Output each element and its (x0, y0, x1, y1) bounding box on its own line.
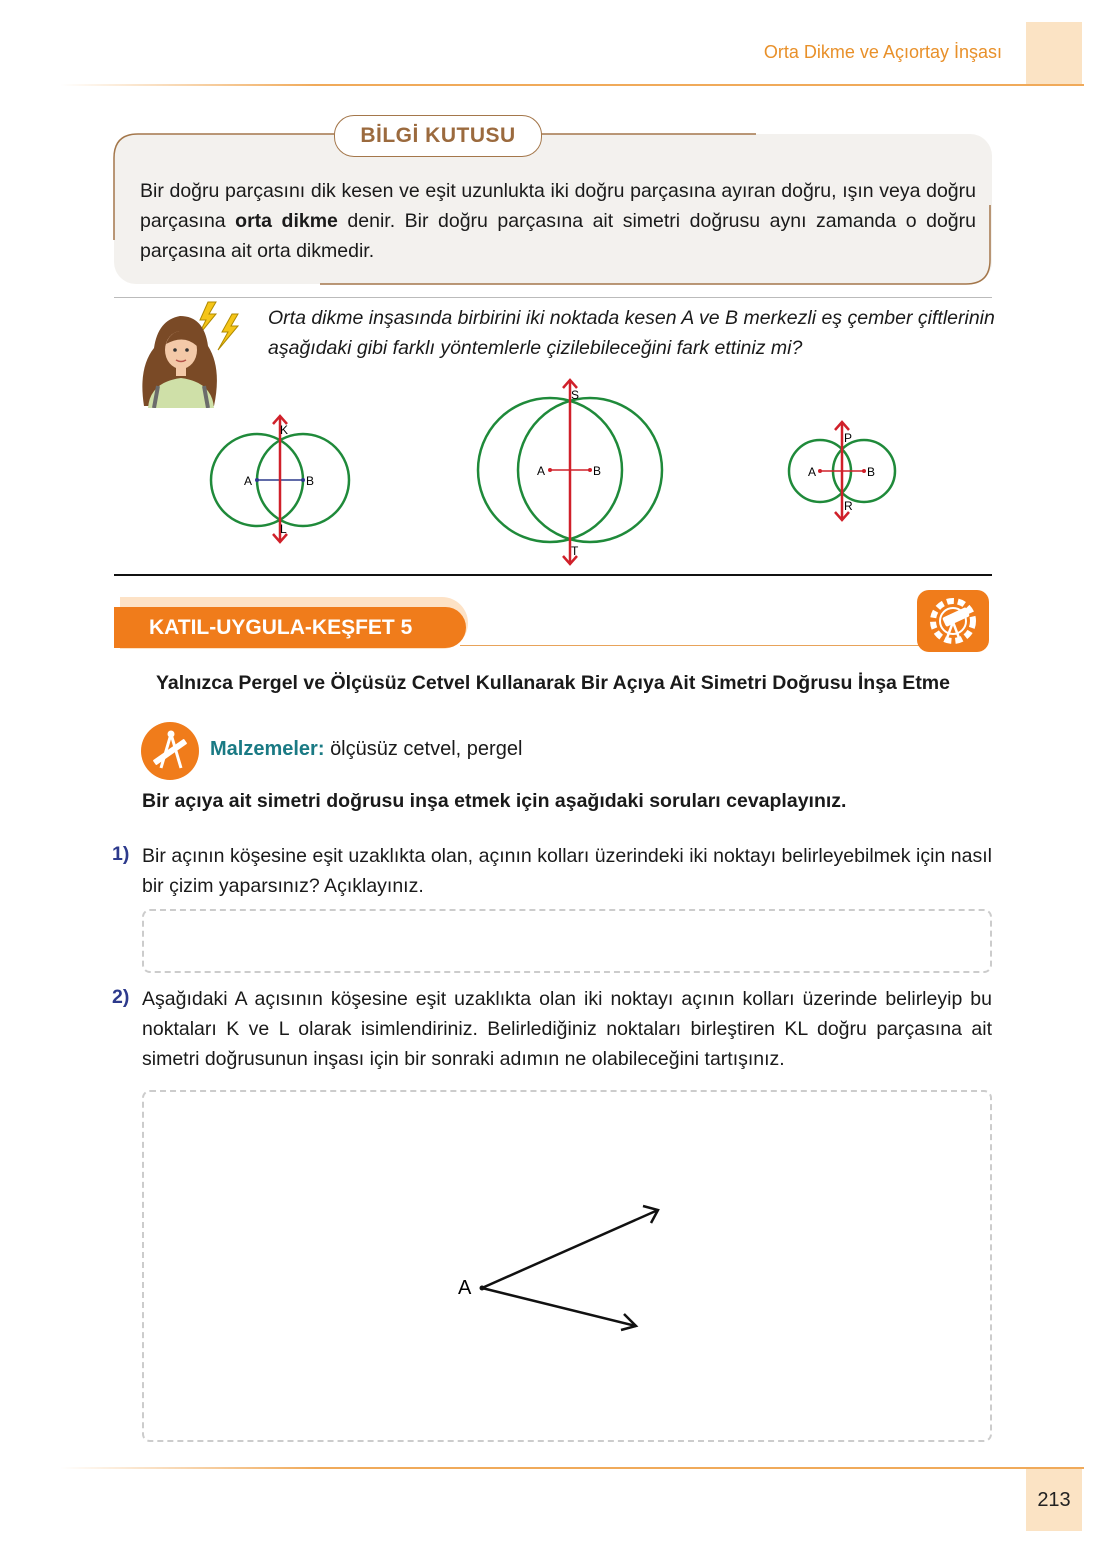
telescope-gear-icon (917, 590, 989, 652)
footer-rule (60, 1467, 1084, 1469)
figure-1 (200, 408, 360, 548)
info-box-title: BİLGİ KUTUSU (334, 115, 542, 157)
label-top: K (280, 423, 289, 437)
page-number: 213 (1037, 1489, 1071, 1511)
instruction-text: Bir açıya ait simetri doğrusu inşa etmek için aşağıdaki soruları cevaplayınız. (142, 790, 847, 812)
character-illustration (136, 298, 248, 408)
angle-vertex-label: A (458, 1277, 472, 1299)
figure-2 (470, 374, 670, 574)
answer-box-1[interactable] (142, 909, 992, 973)
info-box-term: orta dikme (235, 210, 338, 232)
question-1-text: Bir açının köşesine eşit uzaklıkta olan, açının kolları üzerindeki iki noktayı belirleyebilmek için nasıl bir çizim yaparsınız? Açıklayınız. (142, 845, 992, 897)
label-top: P (844, 431, 853, 445)
label-left: A (244, 474, 253, 488)
angle-arm-lower (482, 1288, 636, 1326)
materials-value: ölçüsüz cetvel, pergel (330, 738, 523, 760)
angle-arm-upper (482, 1210, 658, 1288)
label-bottom: R (844, 499, 853, 513)
angle-a-figure (440, 1190, 680, 1350)
label-bottom: L (280, 522, 287, 536)
activity-title: KATIL-UYGULA-KEŞFET 5 (114, 607, 466, 648)
label-right: B (593, 464, 602, 478)
question-2-text: Aşağıdaki A açısının köşesine eşit uzaklıkta olan iki noktayı açının kolları üzerinde belirleyip bu noktaları K ve L olarak isimlendiriniz. Belirlediğiniz noktaları birleştiren KL doğru parçasına ait simetri doğrusunun inşası için bir sonraki adımın ne olabileceğini tartışınız. (142, 988, 992, 1070)
label-left: A (808, 465, 817, 479)
separator-bold (114, 574, 992, 576)
figure-3 (780, 412, 904, 528)
activity-subtitle: Yalnızca Pergel ve Ölçüsüz Cetvel Kullanarak Bir Açıya Ait Simetri Doğrusu İnşa Etme (155, 672, 950, 694)
question-2-number: 2) (112, 986, 130, 1008)
materials-line (210, 738, 522, 761)
chapter-title: Orta Dikme ve Açıortay İnşası (763, 42, 1002, 62)
label-bottom: T (571, 544, 579, 558)
label-top: S (571, 388, 580, 402)
info-box-text: Bir doğru parçasını dik kesen ve eşit uzunlukta iki doğru parçasına ayıran doğru, ışın veya doğru parçasına orta dikme denir. Bir doğru parçasına ait simetri doğrusu aynı zamanda o doğru parçasına ait orta dikmedir. (140, 180, 976, 262)
materials-label: Malzemeler: (210, 738, 325, 760)
label-right: B (306, 474, 315, 488)
question-1-number: 1) (112, 843, 130, 865)
label-right: B (867, 465, 876, 479)
activity-rule (460, 645, 924, 646)
note-text: Orta dikme inşasında birbirini iki noktada kesen A ve B merkezli eş çember çiftlerinin aşağıdaki gibi farklı yöntemlerle çizilebileceğini fark ettiniz mi? (268, 307, 995, 359)
label-left: A (537, 464, 546, 478)
compass-ruler-icon (141, 722, 199, 780)
